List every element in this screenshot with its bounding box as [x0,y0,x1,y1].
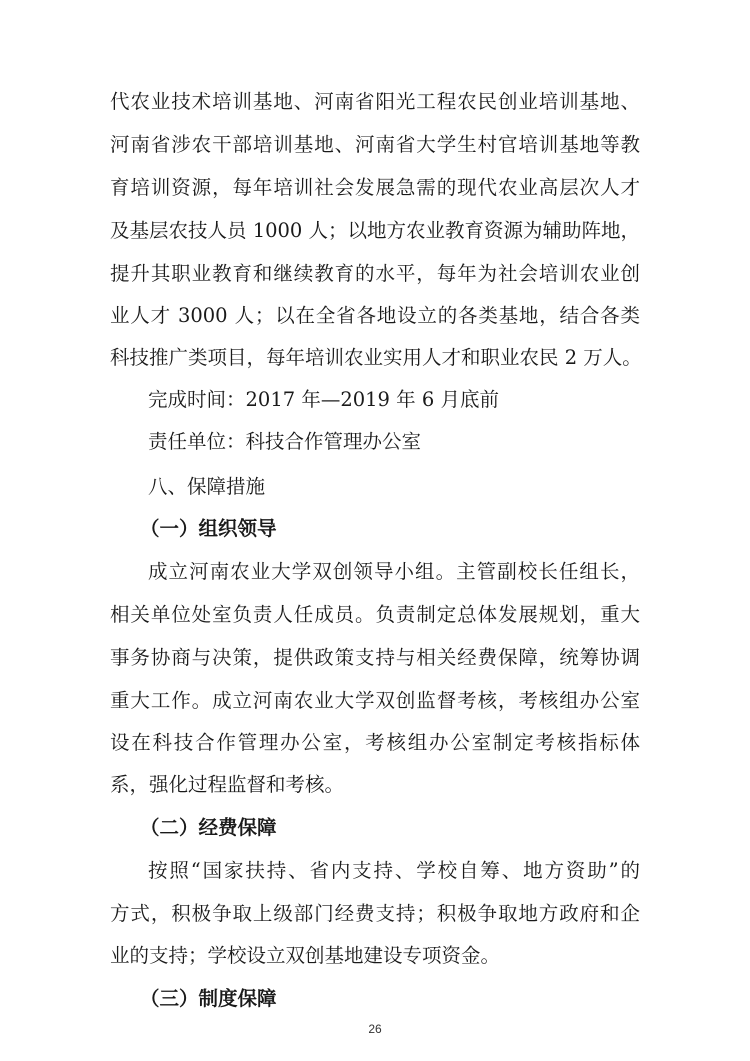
paragraph-line: 代农业技术培训基地、河南省阳光工程农民创业培训基地、 [110,90,640,113]
paragraph-line: 重大工作。成立河南农业大学双创监督考核，考核组办公室 [110,689,640,712]
completion-time: 完成时间：2017 年—2019 年 6 月底前 [148,388,499,411]
paragraph-line: 相关单位处室负责人任成员。负责制定总体发展规划，重大 [110,603,640,626]
paragraph-line: 及基层农技人员 1000 人；以地方农业教育资源为辅助阵地， [110,219,641,242]
paragraph-line: 育培训资源，每年培训社会发展急需的现代农业高层次人才 [110,176,640,199]
paragraph-line: 事务协商与决策，提供政策支持与相关经费保障，统筹协调 [110,646,640,669]
paragraph-line: 方式，积极争取上级部门经费支持；积极争取地方政府和企 [110,902,640,925]
subsection-heading: （二）经费保障 [140,816,277,839]
paragraph-line: 业人才 3000 人；以在全省各地设立的各类基地，结合各类 [110,304,640,327]
paragraph-line: 科技推广类项目，每年培训农业实用人才和职业农民 2 万人。 [110,346,642,369]
paragraph-line: 设在科技合作管理办公室，考核组办公室制定考核指标体 [110,731,640,754]
paragraph-line: 按照“国家扶持、省内支持、学校自筹、地方资助”的 [148,859,640,882]
subsection-heading: （三）制度保障 [140,987,277,1010]
paragraph-line: 系，强化过程监督和考核。 [110,773,345,796]
responsible-unit: 责任单位：科技合作管理办公室 [148,430,422,453]
page-number: 26 [368,1022,382,1036]
paragraph-line: 成立河南农业大学双创领导小组。主管副校长任组长， [148,560,640,583]
paragraph-line: 提升其职业教育和继续教育的水平，每年为社会培训农业创 [110,262,640,285]
paragraph-line: 业的支持；学校设立双创基地建设专项资金。 [110,944,501,967]
subsection-heading: （一）组织领导 [140,517,277,540]
paragraph-line: 河南省涉农干部培训基地、河南省大学生村官培训基地等教 [110,133,640,156]
section-heading: 八、保障措施 [148,475,266,498]
